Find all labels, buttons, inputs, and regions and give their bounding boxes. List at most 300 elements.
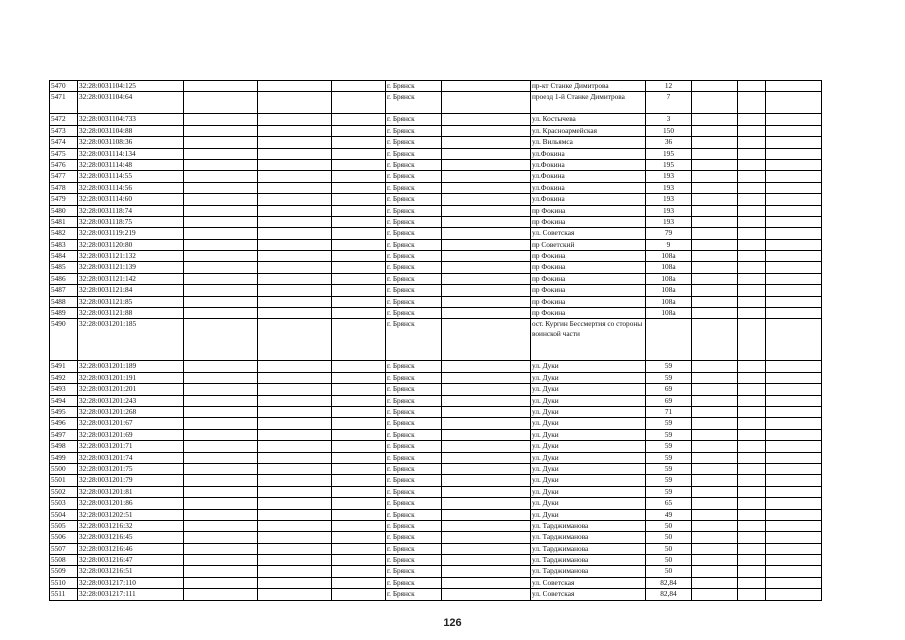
empty-cell: [766, 194, 822, 205]
empty-cell: [332, 577, 386, 588]
empty-cell: [184, 384, 258, 395]
house-number-cell: 195: [646, 159, 692, 170]
cadastral-number-cell: 32:28:0031118:75: [78, 216, 184, 227]
street-cell: пр Фокина: [531, 308, 646, 319]
empty-cell: [332, 475, 386, 486]
row-number-cell: 5474: [50, 137, 78, 148]
empty-cell: [184, 216, 258, 227]
cadastral-number-cell: 32:28:0031121:139: [78, 262, 184, 273]
empty-cell: [766, 216, 822, 227]
empty-cell: [332, 159, 386, 170]
empty-cell: [258, 463, 332, 474]
city-cell: г. Брянск: [386, 384, 442, 395]
empty-cell: [692, 463, 738, 474]
row-number-cell: 5486: [50, 273, 78, 284]
row-number-cell: 5477: [50, 171, 78, 182]
empty-cell: [442, 463, 531, 474]
empty-cell: [692, 81, 738, 92]
row-number-cell: 5482: [50, 228, 78, 239]
empty-cell: [766, 205, 822, 216]
row-number-cell: 5509: [50, 566, 78, 577]
empty-cell: [738, 555, 766, 566]
empty-cell: [332, 555, 386, 566]
empty-cell: [738, 486, 766, 497]
empty-cell: [258, 361, 332, 372]
empty-cell: [332, 228, 386, 239]
empty-cell: [258, 205, 332, 216]
street-cell: ул.Фокина: [531, 194, 646, 205]
house-number-cell: 50: [646, 566, 692, 577]
table-row: [50, 577, 822, 588]
empty-cell: [332, 486, 386, 497]
empty-cell: [692, 498, 738, 509]
street-cell: ул. Тарджиманова: [531, 520, 646, 531]
table-row: [50, 171, 822, 182]
city-cell: г. Брянск: [386, 239, 442, 250]
empty-cell: [766, 406, 822, 417]
empty-cell: [692, 114, 738, 125]
empty-cell: [738, 285, 766, 296]
city-cell: г. Брянск: [386, 308, 442, 319]
house-number-cell: 193: [646, 194, 692, 205]
empty-cell: [692, 372, 738, 383]
cadastral-number-cell: 32:28:0031201:69: [78, 429, 184, 440]
cadastral-number-cell: 32:28:0031216:51: [78, 566, 184, 577]
cadastral-number-cell: 32:28:0031201:75: [78, 463, 184, 474]
row-number-cell: 5501: [50, 475, 78, 486]
table-row: [50, 114, 822, 125]
empty-cell: [738, 114, 766, 125]
empty-cell: [738, 509, 766, 520]
cadastral-number-cell: 32:28:0031201:74: [78, 452, 184, 463]
city-cell: г. Брянск: [386, 532, 442, 543]
empty-cell: [332, 543, 386, 554]
house-number-cell: 59: [646, 452, 692, 463]
registry-table: [49, 80, 822, 601]
empty-cell: [184, 520, 258, 531]
empty-cell: [738, 543, 766, 554]
city-cell: г. Брянск: [386, 319, 442, 361]
cadastral-number-cell: 32:28:0031201:71: [78, 441, 184, 452]
empty-cell: [332, 182, 386, 193]
cadastral-number-cell: 32:28:0031104:64: [78, 92, 184, 114]
table-row: [50, 159, 822, 170]
empty-cell: [692, 262, 738, 273]
empty-cell: [766, 114, 822, 125]
empty-cell: [766, 555, 822, 566]
empty-cell: [692, 148, 738, 159]
city-cell: г. Брянск: [386, 81, 442, 92]
street-cell: пр Фокина: [531, 205, 646, 216]
cadastral-number-cell: 32:28:0031201:81: [78, 486, 184, 497]
empty-cell: [332, 114, 386, 125]
house-number-cell: 7: [646, 92, 692, 114]
house-number-cell: 108а: [646, 285, 692, 296]
street-cell: ул. Советская: [531, 589, 646, 600]
empty-cell: [692, 182, 738, 193]
city-cell: г. Брянск: [386, 406, 442, 417]
row-number-cell: 5506: [50, 532, 78, 543]
cadastral-number-cell: 32:28:0031121:85: [78, 296, 184, 307]
cadastral-number-cell: 32:28:0031201:243: [78, 395, 184, 406]
cadastral-number-cell: 32:28:0031121:84: [78, 285, 184, 296]
city-cell: г. Брянск: [386, 251, 442, 262]
row-number-cell: 5478: [50, 182, 78, 193]
house-number-cell: 108а: [646, 273, 692, 284]
table-row: [50, 228, 822, 239]
table-row: [50, 296, 822, 307]
empty-cell: [766, 228, 822, 239]
empty-cell: [766, 92, 822, 114]
table-row: [50, 429, 822, 440]
empty-cell: [692, 273, 738, 284]
empty-cell: [692, 566, 738, 577]
empty-cell: [442, 137, 531, 148]
empty-cell: [738, 182, 766, 193]
empty-cell: [738, 137, 766, 148]
empty-cell: [692, 475, 738, 486]
row-number-cell: 5508: [50, 555, 78, 566]
empty-cell: [258, 262, 332, 273]
empty-cell: [692, 418, 738, 429]
city-cell: г. Брянск: [386, 441, 442, 452]
empty-cell: [692, 137, 738, 148]
street-cell: ул. Дуки: [531, 429, 646, 440]
empty-cell: [258, 273, 332, 284]
empty-cell: [332, 251, 386, 262]
city-cell: г. Брянск: [386, 228, 442, 239]
city-cell: г. Брянск: [386, 194, 442, 205]
street-cell: ул.Фокина: [531, 171, 646, 182]
empty-cell: [738, 159, 766, 170]
empty-cell: [184, 285, 258, 296]
empty-cell: [184, 418, 258, 429]
empty-cell: [258, 418, 332, 429]
empty-cell: [766, 148, 822, 159]
empty-cell: [738, 251, 766, 262]
house-number-cell: 59: [646, 475, 692, 486]
empty-cell: [332, 285, 386, 296]
table-row: [50, 92, 822, 114]
empty-cell: [442, 520, 531, 531]
empty-cell: [766, 543, 822, 554]
empty-cell: [332, 148, 386, 159]
city-cell: г. Брянск: [386, 114, 442, 125]
empty-cell: [766, 418, 822, 429]
row-number-cell: 5502: [50, 486, 78, 497]
empty-cell: [766, 475, 822, 486]
empty-cell: [442, 543, 531, 554]
street-cell: пр Фокина: [531, 273, 646, 284]
empty-cell: [258, 498, 332, 509]
house-number-cell: 193: [646, 182, 692, 193]
cadastral-number-cell: 32:28:0031201:268: [78, 406, 184, 417]
empty-cell: [692, 228, 738, 239]
cadastral-number-cell: 32:28:0031104:125: [78, 81, 184, 92]
empty-cell: [692, 308, 738, 319]
city-cell: г. Брянск: [386, 205, 442, 216]
row-number-cell: 5473: [50, 125, 78, 136]
city-cell: г. Брянск: [386, 429, 442, 440]
empty-cell: [766, 81, 822, 92]
empty-cell: [184, 543, 258, 554]
street-cell: ул. Дуки: [531, 452, 646, 463]
empty-cell: [766, 486, 822, 497]
empty-cell: [692, 384, 738, 395]
street-cell: ул. Дуки: [531, 463, 646, 474]
empty-cell: [442, 194, 531, 205]
street-cell: пр Фокина: [531, 216, 646, 227]
empty-cell: [442, 372, 531, 383]
empty-cell: [738, 205, 766, 216]
cadastral-number-cell: 32:28:0031217:110: [78, 577, 184, 588]
row-number-cell: 5484: [50, 251, 78, 262]
empty-cell: [692, 251, 738, 262]
empty-cell: [258, 137, 332, 148]
empty-cell: [184, 372, 258, 383]
row-number-cell: 5504: [50, 509, 78, 520]
cadastral-number-cell: 32:28:0031121:142: [78, 273, 184, 284]
row-number-cell: 5499: [50, 452, 78, 463]
empty-cell: [258, 159, 332, 170]
empty-cell: [738, 452, 766, 463]
street-cell: ул. Дуки: [531, 384, 646, 395]
empty-cell: [738, 194, 766, 205]
street-cell: ул. Тарджиманова: [531, 566, 646, 577]
table-row: [50, 566, 822, 577]
cadastral-number-cell: 32:28:0031216:32: [78, 520, 184, 531]
city-cell: г. Брянск: [386, 137, 442, 148]
row-number-cell: 5490: [50, 319, 78, 361]
cadastral-number-cell: 32:28:0031119:219: [78, 228, 184, 239]
empty-cell: [332, 92, 386, 114]
street-cell: ул. Костычева: [531, 114, 646, 125]
row-number-cell: 5507: [50, 543, 78, 554]
empty-cell: [184, 159, 258, 170]
table-row: [50, 509, 822, 520]
empty-cell: [738, 239, 766, 250]
row-number-cell: 5481: [50, 216, 78, 227]
empty-cell: [184, 509, 258, 520]
empty-cell: [766, 566, 822, 577]
empty-cell: [184, 566, 258, 577]
empty-cell: [766, 452, 822, 463]
cadastral-number-cell: 32:28:0031216:45: [78, 532, 184, 543]
city-cell: г. Брянск: [386, 216, 442, 227]
city-cell: г. Брянск: [386, 577, 442, 588]
empty-cell: [692, 395, 738, 406]
empty-cell: [766, 520, 822, 531]
empty-cell: [258, 555, 332, 566]
empty-cell: [738, 532, 766, 543]
city-cell: г. Брянск: [386, 463, 442, 474]
street-cell: пр Фокина: [531, 251, 646, 262]
street-cell: ул. Дуки: [531, 406, 646, 417]
empty-cell: [332, 319, 386, 361]
empty-cell: [442, 182, 531, 193]
cadastral-number-cell: 32:28:0031201:79: [78, 475, 184, 486]
empty-cell: [766, 463, 822, 474]
empty-cell: [184, 395, 258, 406]
empty-cell: [442, 92, 531, 114]
city-cell: г. Брянск: [386, 452, 442, 463]
house-number-cell: 36: [646, 137, 692, 148]
house-number-cell: 79: [646, 228, 692, 239]
table-row: [50, 406, 822, 417]
empty-cell: [738, 228, 766, 239]
city-cell: г. Брянск: [386, 182, 442, 193]
street-cell: ул. Советская: [531, 228, 646, 239]
city-cell: г. Брянск: [386, 498, 442, 509]
empty-cell: [184, 361, 258, 372]
street-cell: ул. Дуки: [531, 418, 646, 429]
empty-cell: [184, 114, 258, 125]
city-cell: г. Брянск: [386, 171, 442, 182]
row-number-cell: 5491: [50, 361, 78, 372]
table-row: [50, 452, 822, 463]
cadastral-number-cell: 32:28:0031104:733: [78, 114, 184, 125]
empty-cell: [332, 125, 386, 136]
city-cell: г. Брянск: [386, 361, 442, 372]
house-number-cell: 3: [646, 114, 692, 125]
street-cell: пр Фокина: [531, 262, 646, 273]
empty-cell: [184, 182, 258, 193]
empty-cell: [184, 228, 258, 239]
row-number-cell: 5472: [50, 114, 78, 125]
row-number-cell: 5487: [50, 285, 78, 296]
empty-cell: [332, 406, 386, 417]
empty-cell: [442, 361, 531, 372]
cadastral-number-cell: 32:28:0031201:189: [78, 361, 184, 372]
empty-cell: [442, 308, 531, 319]
empty-cell: [766, 395, 822, 406]
city-cell: г. Брянск: [386, 418, 442, 429]
row-number-cell: 5496: [50, 418, 78, 429]
empty-cell: [332, 308, 386, 319]
city-cell: г. Брянск: [386, 520, 442, 531]
empty-cell: [738, 589, 766, 600]
empty-cell: [332, 194, 386, 205]
empty-cell: [442, 296, 531, 307]
empty-cell: [258, 486, 332, 497]
empty-cell: [442, 125, 531, 136]
table-row: [50, 384, 822, 395]
street-cell: ул. Дуки: [531, 498, 646, 509]
empty-cell: [738, 372, 766, 383]
empty-cell: [766, 171, 822, 182]
empty-cell: [184, 296, 258, 307]
empty-cell: [258, 441, 332, 452]
empty-cell: [738, 319, 766, 361]
empty-cell: [442, 498, 531, 509]
street-cell: ул. Дуки: [531, 509, 646, 520]
empty-cell: [692, 171, 738, 182]
empty-cell: [258, 125, 332, 136]
empty-cell: [258, 543, 332, 554]
empty-cell: [332, 81, 386, 92]
table-row: [50, 319, 822, 361]
empty-cell: [258, 228, 332, 239]
table-row: [50, 395, 822, 406]
empty-cell: [332, 361, 386, 372]
table-row: [50, 148, 822, 159]
house-number-cell: 12: [646, 81, 692, 92]
city-cell: г. Брянск: [386, 589, 442, 600]
empty-cell: [442, 452, 531, 463]
empty-cell: [738, 273, 766, 284]
empty-cell: [442, 216, 531, 227]
empty-cell: [692, 486, 738, 497]
empty-cell: [738, 520, 766, 531]
empty-cell: [184, 125, 258, 136]
empty-cell: [184, 137, 258, 148]
empty-cell: [184, 319, 258, 361]
empty-cell: [184, 429, 258, 440]
row-number-cell: 5476: [50, 159, 78, 170]
empty-cell: [692, 589, 738, 600]
empty-cell: [692, 406, 738, 417]
table-row: [50, 520, 822, 531]
empty-cell: [258, 182, 332, 193]
empty-cell: [258, 194, 332, 205]
house-number-cell: 82,84: [646, 577, 692, 588]
street-cell: ул. Вильямса: [531, 137, 646, 148]
empty-cell: [332, 520, 386, 531]
table-row: [50, 463, 822, 474]
empty-cell: [692, 532, 738, 543]
table-row: [50, 239, 822, 250]
empty-cell: [766, 361, 822, 372]
street-cell: ул. Тарджиманова: [531, 555, 646, 566]
house-number-cell: 193: [646, 171, 692, 182]
empty-cell: [258, 566, 332, 577]
empty-cell: [766, 273, 822, 284]
empty-cell: [258, 475, 332, 486]
empty-cell: [332, 296, 386, 307]
street-cell: пр Советский: [531, 239, 646, 250]
empty-cell: [692, 577, 738, 588]
street-cell: проезд 1-й Станке Димитрова: [531, 92, 646, 114]
empty-cell: [442, 148, 531, 159]
cadastral-number-cell: 32:28:0031201:67: [78, 418, 184, 429]
empty-cell: [442, 418, 531, 429]
empty-cell: [184, 486, 258, 497]
street-cell: ул. Дуки: [531, 475, 646, 486]
empty-cell: [184, 452, 258, 463]
empty-cell: [184, 532, 258, 543]
empty-cell: [738, 395, 766, 406]
empty-cell: [738, 216, 766, 227]
empty-cell: [766, 498, 822, 509]
house-number-cell: 9: [646, 239, 692, 250]
cadastral-number-cell: 32:28:0031121:132: [78, 251, 184, 262]
empty-cell: [258, 114, 332, 125]
empty-cell: [766, 262, 822, 273]
empty-cell: [184, 239, 258, 250]
table-row: [50, 262, 822, 273]
empty-cell: [258, 395, 332, 406]
street-cell: ул. Советская: [531, 577, 646, 588]
cadastral-number-cell: 32:28:0031108:36: [78, 137, 184, 148]
empty-cell: [442, 475, 531, 486]
empty-cell: [692, 319, 738, 361]
empty-cell: [738, 262, 766, 273]
empty-cell: [258, 589, 332, 600]
empty-cell: [332, 463, 386, 474]
empty-cell: [442, 285, 531, 296]
table-row: [50, 81, 822, 92]
empty-cell: [258, 148, 332, 159]
